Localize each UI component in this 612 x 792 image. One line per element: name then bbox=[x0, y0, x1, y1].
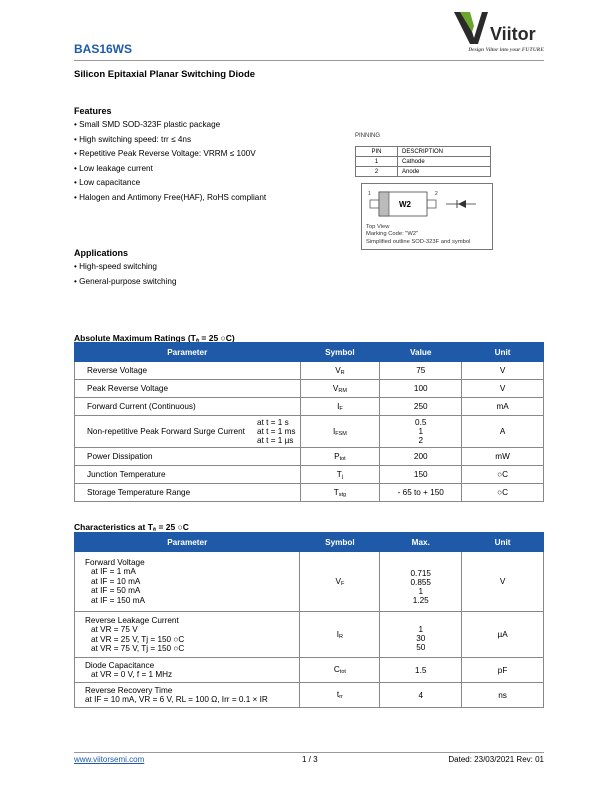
pinning-table bbox=[355, 146, 491, 177]
pin-header: PIN bbox=[356, 147, 398, 157]
feature-item: • Low capacitance bbox=[74, 178, 141, 187]
col-parameter: Parameter bbox=[75, 343, 301, 362]
pinning-label: PINNING bbox=[355, 133, 381, 139]
unit-cell: V bbox=[462, 380, 544, 398]
tagline: Design Viitor into your FUTURE bbox=[468, 47, 544, 53]
pin2-label: 2 bbox=[435, 191, 438, 197]
symbol-cell: trr bbox=[300, 683, 380, 708]
symbol-cell: Tj bbox=[300, 466, 380, 484]
feature-item: • Small SMD SOD-323F plastic package bbox=[74, 120, 221, 129]
caption-marking-code: Marking Code: "W2" bbox=[366, 231, 419, 238]
unit-cell: ○C bbox=[462, 484, 544, 502]
feature-item: • Low leakage current bbox=[74, 163, 153, 173]
page-number: 1 / 3 bbox=[302, 755, 318, 764]
features-heading: Features bbox=[74, 106, 112, 116]
characteristics-table bbox=[74, 532, 544, 708]
col-unit: Unit bbox=[462, 343, 544, 362]
unit-cell: pF bbox=[462, 658, 544, 683]
symbol-cell: VR bbox=[300, 362, 380, 380]
value-cell: 0.715 0.855 1 1.25 bbox=[380, 552, 462, 612]
applications-list bbox=[74, 260, 289, 289]
unit-cell: µA bbox=[462, 612, 544, 658]
unit-cell: mW bbox=[462, 448, 544, 466]
param-cell: Reverse Leakage Current at VR = 75 V at VR = 25 V, Tj = 150 ○C at VR = 75 V, Tj = 150 ○C bbox=[75, 612, 300, 658]
feature-item: • Halogen and Antimony Free(HAF), RoHS compliant bbox=[74, 192, 267, 202]
symbol-cell: VF bbox=[300, 552, 380, 612]
description-header: DESCRIPTION bbox=[398, 147, 491, 157]
unit-cell: A bbox=[462, 416, 544, 448]
unit-cell: mA bbox=[462, 398, 544, 416]
value-cell: 1 30 50 bbox=[380, 612, 462, 658]
surge-conditions: at t = 1 s at t = 1 ms at t = 1 µs bbox=[257, 418, 296, 445]
symbol-cell: IF bbox=[300, 398, 380, 416]
revision-date: Dated: 23/03/2021 Rev: 01 bbox=[448, 755, 544, 764]
table-row bbox=[75, 484, 544, 502]
col-max: Max. bbox=[380, 533, 462, 552]
value-cell: 200 bbox=[380, 448, 462, 466]
table-row bbox=[75, 658, 544, 683]
value-cell: 1.5 bbox=[380, 658, 462, 683]
package-outline-drawing bbox=[362, 184, 492, 224]
symbol-cell: IR bbox=[300, 612, 380, 658]
param-cell: Forward Voltage at IF = 1 mA at IF = 10 mA at IF = 50 mA at IF = 150 mA bbox=[75, 552, 300, 612]
symbol-cell: Tstg bbox=[300, 484, 380, 502]
symbol-cell: Ctot bbox=[300, 658, 380, 683]
logo-wordmark: Viitor bbox=[490, 24, 536, 44]
param-cell: Storage Temperature Range bbox=[75, 484, 301, 502]
caption-top-view: Top View bbox=[366, 224, 390, 230]
value-cell: 0.5 1 2 bbox=[380, 416, 462, 448]
param-cell: Diode Capacitance at VR = 0 V, f = 1 MHz bbox=[75, 658, 300, 683]
param-cell bbox=[75, 416, 301, 448]
col-parameter: Parameter bbox=[75, 533, 300, 552]
pin1-label: 1 bbox=[368, 191, 371, 197]
symbol-cell: VRM bbox=[300, 380, 380, 398]
feature-item: • High switching speed: trr ≤ 4ns bbox=[74, 134, 192, 144]
part-number: BAS16WS bbox=[74, 42, 133, 56]
marking-code: W2 bbox=[399, 200, 411, 209]
param-cell: Junction Temperature bbox=[75, 466, 301, 484]
param-cell: Reverse Voltage bbox=[75, 362, 301, 380]
unit-cell: ns bbox=[462, 683, 544, 708]
col-symbol: Symbol bbox=[300, 533, 380, 552]
diode-symbol-icon bbox=[458, 200, 466, 208]
brand-logo bbox=[452, 10, 544, 46]
unit-cell: ○C bbox=[462, 466, 544, 484]
table-row bbox=[75, 466, 544, 484]
table-row bbox=[75, 398, 544, 416]
caption-outline: Simplified outline SOD-323F and symbol bbox=[366, 238, 471, 245]
value-cell: 150 bbox=[380, 466, 462, 484]
param-cell: Power Dissipation bbox=[75, 448, 301, 466]
applications-heading: Applications bbox=[74, 248, 129, 258]
website-link[interactable]: www.viitorsemi.com bbox=[74, 755, 145, 764]
symbol-cell: IFSM bbox=[300, 416, 380, 448]
param-cell: Forward Current (Continuous) bbox=[75, 398, 301, 416]
footer-divider bbox=[74, 752, 544, 753]
table-row bbox=[75, 448, 544, 466]
table-row bbox=[75, 380, 544, 398]
feature-item: • Repetitive Peak Reverse Voltage: VRRM ≤ 100V bbox=[74, 149, 256, 158]
table-row bbox=[75, 612, 544, 658]
table-row bbox=[75, 683, 544, 708]
unit-cell: V bbox=[462, 362, 544, 380]
document-subtitle: Silicon Epitaxial Planar Switching Diode bbox=[74, 69, 256, 80]
col-symbol: Symbol bbox=[300, 343, 380, 362]
pin-number: 2 bbox=[356, 167, 398, 177]
package-caption bbox=[366, 224, 470, 246]
pin-description: Cathode bbox=[398, 157, 491, 167]
value-cell: 4 bbox=[380, 683, 462, 708]
features-list bbox=[74, 118, 289, 205]
pin-description: Anode bbox=[398, 167, 491, 177]
col-unit: Unit bbox=[462, 533, 544, 552]
value-cell: 100 bbox=[380, 380, 462, 398]
table-row bbox=[75, 416, 544, 448]
symbol-cell: Ptot bbox=[300, 448, 380, 466]
value-cell: 75 bbox=[380, 362, 462, 380]
unit-cell: V bbox=[462, 552, 544, 612]
pin-number: 1 bbox=[356, 157, 398, 167]
param-cell: Peak Reverse Voltage bbox=[75, 380, 301, 398]
application-item: • General-purpose switching bbox=[74, 276, 177, 286]
abs-max-table bbox=[74, 342, 544, 502]
characteristics-heading: Characteristics at Tₐ = 25 ○C bbox=[74, 522, 189, 532]
col-value: Value bbox=[380, 343, 462, 362]
header-divider bbox=[74, 60, 544, 61]
application-item: • High-speed switching bbox=[74, 262, 157, 271]
param-cell: Reverse Recovery Time at IF = 10 mA, VR = 6 V, RL = 100 Ω, Irr = 0.1 × IR bbox=[75, 683, 300, 708]
table-row bbox=[75, 362, 544, 380]
param-text: Non-repetitive Peak Forward Surge Current bbox=[87, 427, 245, 436]
value-cell: - 65 to + 150 bbox=[380, 484, 462, 502]
table-row bbox=[75, 552, 544, 612]
value-cell: 250 bbox=[380, 398, 462, 416]
abs-max-heading: Absolute Maximum Ratings (Tₐ = 25 ○C) bbox=[74, 333, 235, 343]
